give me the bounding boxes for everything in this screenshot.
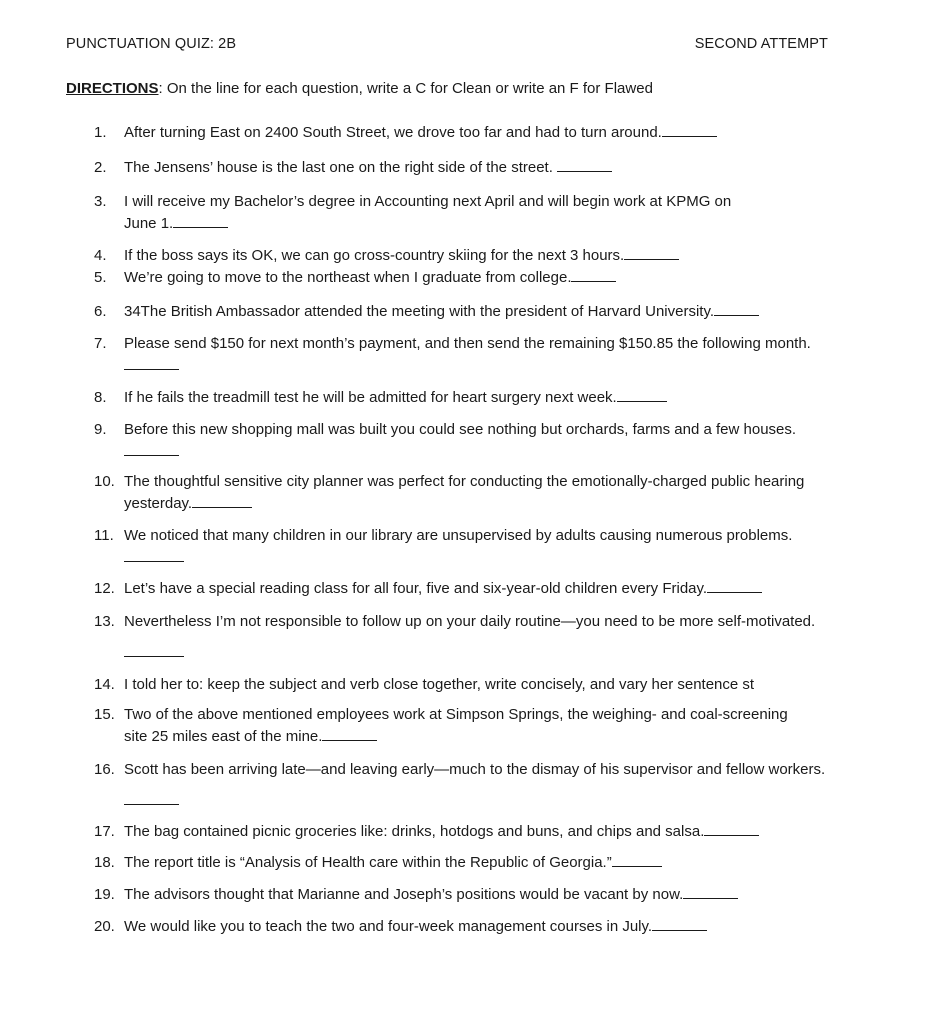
directions-label: DIRECTIONS xyxy=(66,80,159,97)
answer-blank[interactable] xyxy=(322,726,377,741)
question-number: 9. xyxy=(94,421,107,438)
attempt-label: SECOND ATTEMPT xyxy=(694,36,828,52)
question-text: The report title is “Analysis of Health care within the Republic of Georgia.” xyxy=(124,852,834,874)
question-text: If the boss says its OK, we can go cross-country skiing for the next 3 hours. xyxy=(124,245,834,267)
question-3 xyxy=(94,191,734,235)
question-number: 10. xyxy=(94,473,115,490)
answer-blank[interactable] xyxy=(124,642,184,657)
question-number: 6. xyxy=(94,303,107,320)
question-text: I told her to: keep the subject and verb close together, write concisely, and vary her sentence st xyxy=(124,676,755,693)
question-text: Two of the above mentioned employees work at Simpson Springs, the weighing- and coal-screening site 25 miles east of the mine. xyxy=(124,706,788,745)
question-number: 20. xyxy=(94,918,115,935)
question-number: 7. xyxy=(94,335,107,352)
question-number: 17. xyxy=(94,823,115,840)
question-text: We noticed that many children in our library are unsupervised by adults causing numerous problems. xyxy=(124,525,834,569)
answer-blank[interactable] xyxy=(662,122,717,137)
question-19 xyxy=(94,884,834,906)
question-text: 34The British Ambassador attended the meeting with the president of Harvard University. xyxy=(124,301,834,323)
question-text: After turning East on 2400 South Street, we drove too far and had to turn around. xyxy=(124,122,834,144)
answer-blank[interactable] xyxy=(173,213,228,228)
question-text: Before this new shopping mall was built you could see nothing but orchards, farms and a few houses. xyxy=(124,419,834,463)
question-13 xyxy=(94,606,834,668)
answer-blank[interactable] xyxy=(707,578,762,593)
question-number: 4. xyxy=(94,247,107,264)
question-14 xyxy=(94,674,834,696)
question-17 xyxy=(94,821,834,843)
directions-text: : On the line for each question, write a C for Clean or write an F for Flawed xyxy=(158,80,653,97)
question-text: The advisors thought that Marianne and Joseph’s positions would be vacant by now. xyxy=(124,884,834,906)
question-6 xyxy=(94,301,834,323)
question-text: Let’s have a special reading class for all four, five and six-year-old children every Friday. xyxy=(124,578,834,600)
question-9 xyxy=(94,419,834,463)
answer-blank[interactable] xyxy=(557,157,612,172)
question-20 xyxy=(94,916,834,938)
question-text: The thoughtful sensitive city planner was perfect for conducting the emotionally-charged public hearing yesterday. xyxy=(124,473,805,512)
question-2 xyxy=(94,157,834,179)
question-5 xyxy=(94,267,834,289)
answer-blank[interactable] xyxy=(124,547,184,562)
answer-blank[interactable] xyxy=(624,245,679,260)
question-text: Nevertheless I’m not responsible to follow up on your daily routine—you need to be more self-motivated. xyxy=(124,606,834,668)
answer-blank[interactable] xyxy=(714,301,759,316)
question-10 xyxy=(94,471,834,515)
question-18 xyxy=(94,852,834,874)
question-text: Please send $150 for next month’s payment, and then send the remaining $150.85 the following month. xyxy=(124,333,834,377)
answer-blank[interactable] xyxy=(612,852,662,867)
directions xyxy=(66,80,653,97)
answer-blank[interactable] xyxy=(571,267,616,282)
question-number: 19. xyxy=(94,886,115,903)
question-text: We would like you to teach the two and four-week management courses in July. xyxy=(124,916,834,938)
question-text: The Jensens’ house is the last one on the right side of the street. xyxy=(124,157,834,179)
question-number: 13. xyxy=(94,613,115,630)
question-4 xyxy=(94,245,834,267)
question-number: 11. xyxy=(94,527,114,544)
question-number: 3. xyxy=(94,193,107,210)
question-16 xyxy=(94,754,834,816)
header xyxy=(66,36,828,52)
answer-blank[interactable] xyxy=(124,441,179,456)
answer-blank[interactable] xyxy=(652,916,707,931)
question-number: 12. xyxy=(94,580,115,597)
question-number: 8. xyxy=(94,389,107,406)
question-number: 1. xyxy=(94,124,107,141)
answer-blank[interactable] xyxy=(124,355,179,370)
question-12 xyxy=(94,578,834,600)
question-7 xyxy=(94,333,834,377)
question-text: The bag contained picnic groceries like: drinks, hotdogs and buns, and chips and salsa. xyxy=(124,821,834,843)
question-1 xyxy=(94,122,834,144)
question-number: 18. xyxy=(94,854,115,871)
question-number: 5. xyxy=(94,269,107,286)
question-number: 2. xyxy=(94,159,107,176)
answer-blank[interactable] xyxy=(704,821,759,836)
answer-blank[interactable] xyxy=(683,884,738,899)
answer-blank[interactable] xyxy=(617,387,667,402)
question-text: I will receive my Bachelor’s degree in Accounting next April and will begin work at KPMG on June 1. xyxy=(124,193,732,232)
question-8 xyxy=(94,387,834,409)
question-number: 14. xyxy=(94,676,115,693)
question-number: 16. xyxy=(94,761,115,778)
quiz-title: PUNCTUATION QUIZ: 2B xyxy=(66,36,237,52)
answer-blank[interactable] xyxy=(192,493,252,508)
question-15 xyxy=(94,704,794,748)
question-text: If he fails the treadmill test he will be admitted for heart surgery next week. xyxy=(124,387,834,409)
answer-blank[interactable] xyxy=(124,790,179,805)
question-text: Scott has been arriving late—and leaving early—much to the dismay of his supervisor and fellow workers. xyxy=(124,754,834,816)
question-11 xyxy=(94,525,834,569)
question-number: 15. xyxy=(94,706,115,723)
question-text: We’re going to move to the northeast when I graduate from college. xyxy=(124,267,834,289)
